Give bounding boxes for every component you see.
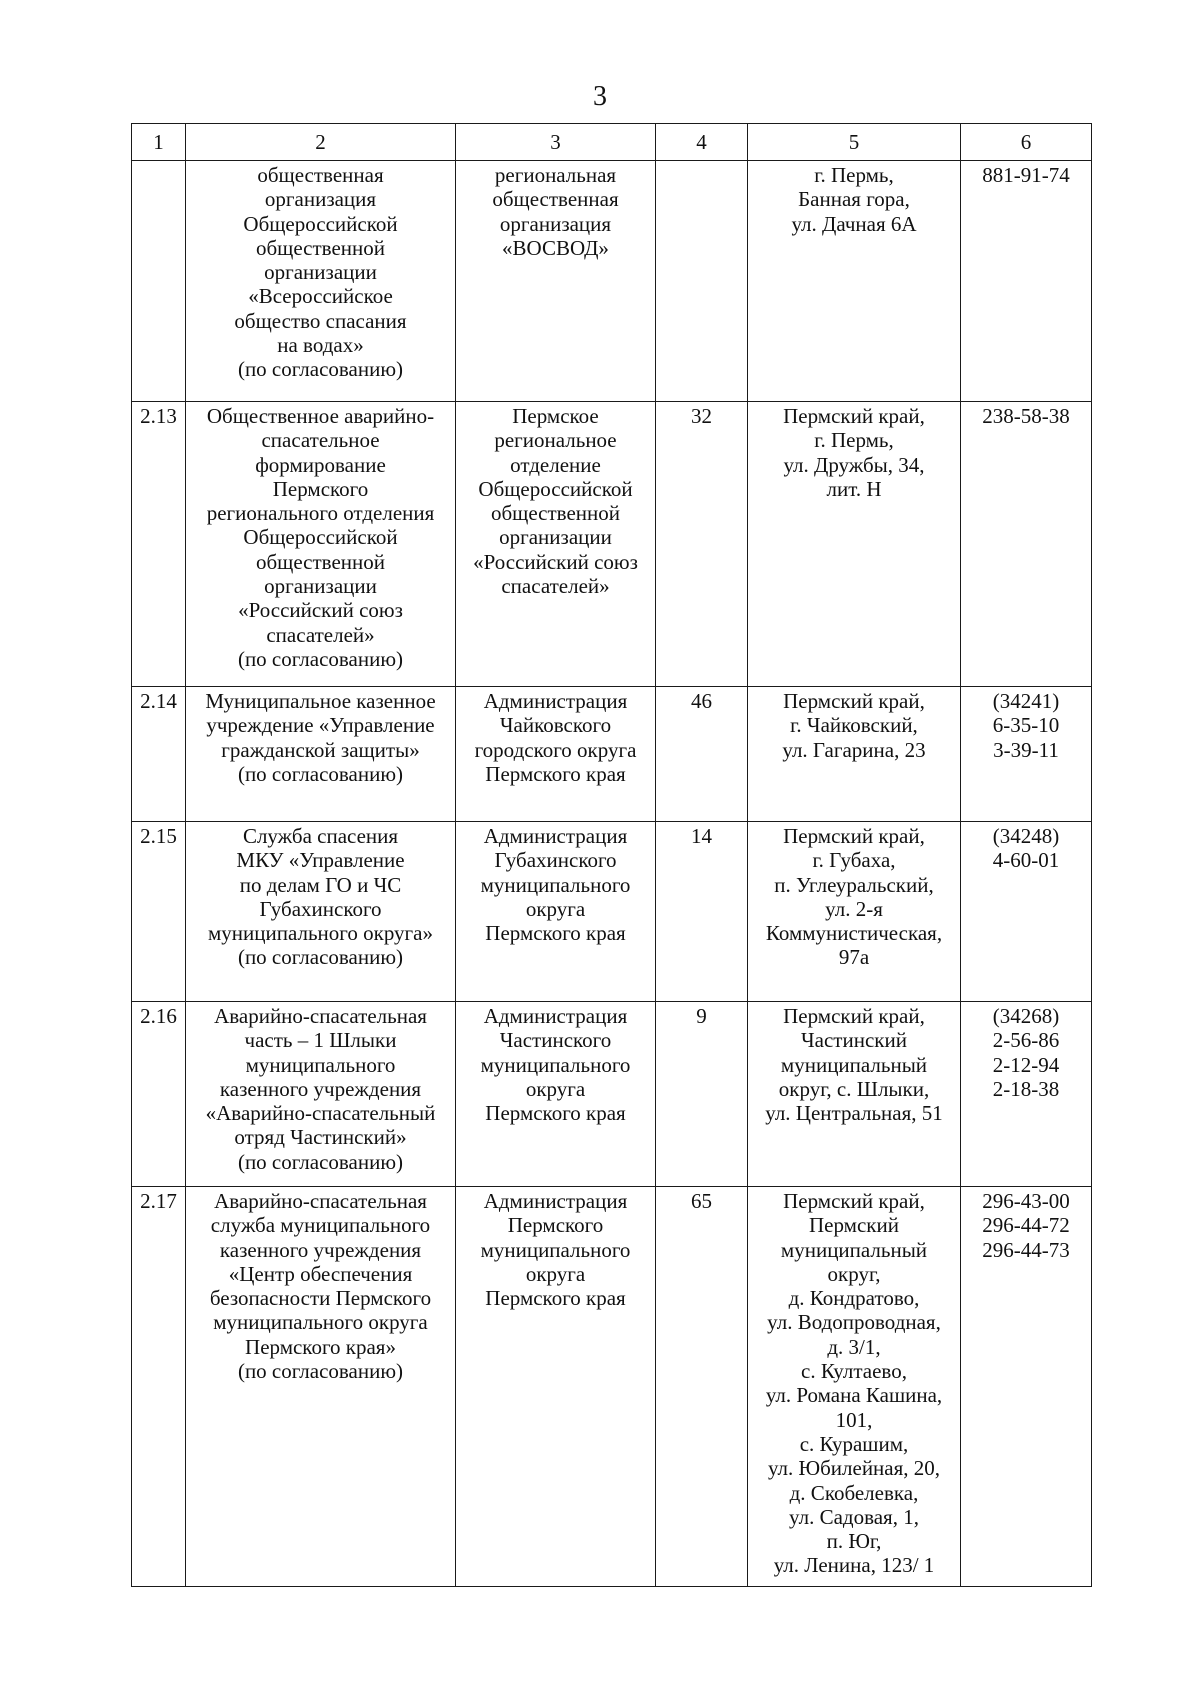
row-number: 2.14 — [132, 687, 186, 822]
unit-name: Аварийно-спасательная часть – 1 Шлыки муниципального казенного учреждения «Аварийно-спасательный отряд Частинский» (по согласованию) — [186, 1002, 456, 1187]
phone: 296-43-00 296-44-72 296-44-73 — [961, 1187, 1092, 1587]
subordination: Администрация Чайковского городского округа Пермского края — [456, 687, 656, 822]
unit-name: Муниципальное казенное учреждение «Управление гражданской защиты» (по согласованию) — [186, 687, 456, 822]
unit-name: Служба спасения МКУ «Управление по делам ГО и ЧС Губахинского муниципального округа» (по согласованию) — [186, 822, 456, 1002]
rescue-units-table — [131, 123, 1092, 1587]
subordination: Администрация Частинского муниципального округа Пермского края — [456, 1002, 656, 1187]
row-number: 2.17 — [132, 1187, 186, 1587]
address: Пермский край, г. Чайковский, ул. Гагарина, 23 — [748, 687, 961, 822]
address: Пермский край, г. Губаха, п. Углеуральский, ул. 2-я Коммунистическая, 97а — [748, 822, 961, 1002]
subordination: Пермское региональное отделение Общероссийской общественной организации «Российский союз спасателей» — [456, 402, 656, 687]
staff-count: 9 — [656, 1002, 748, 1187]
unit-name: Аварийно-спасательная служба муниципального казенного учреждения «Центр обеспечения безопасности Пермского муниципального округа Пермского края» (по согласованию) — [186, 1187, 456, 1587]
address: Пермский край, Пермский муниципальный округ, д. Кондратово, ул. Водопроводная, д. 3/1, с. Култаево, ул. Романа Кашина, 101, с. Курашим, ул. Юбилейная, 20, д. Скобелевка, ул. Садовая, 1, п. Юг, ул. Ленина, 123/ 1 — [748, 1187, 961, 1587]
column-header-6: 6 — [961, 124, 1092, 161]
column-header-4: 4 — [656, 124, 748, 161]
column-header-5: 5 — [748, 124, 961, 161]
row-number — [132, 161, 186, 402]
address: г. Пермь, Банная гора, ул. Дачная 6А — [748, 161, 961, 402]
column-header-3: 3 — [456, 124, 656, 161]
column-header-1: 1 — [132, 124, 186, 161]
table-row — [132, 402, 1092, 687]
phone: 881-91-74 — [961, 161, 1092, 402]
phone: (34248) 4-60-01 — [961, 822, 1092, 1002]
staff-count: 46 — [656, 687, 748, 822]
staff-count — [656, 161, 748, 402]
table-row — [132, 1187, 1092, 1587]
table-row — [132, 1002, 1092, 1187]
phone: (34241) 6-35-10 3-39-11 — [961, 687, 1092, 822]
unit-name: общественная организация Общероссийской общественной организации «Всероссийское общество спасания на водах» (по согласованию) — [186, 161, 456, 402]
page-number: 3 — [593, 81, 607, 112]
subordination: региональная общественная организация «ВОСВОД» — [456, 161, 656, 402]
staff-count: 14 — [656, 822, 748, 1002]
phone: (34268) 2-56-86 2-12-94 2-18-38 — [961, 1002, 1092, 1187]
column-header-2: 2 — [186, 124, 456, 161]
subordination: Администрация Губахинского муниципального округа Пермского края — [456, 822, 656, 1002]
phone: 238-58-38 — [961, 402, 1092, 687]
staff-count: 65 — [656, 1187, 748, 1587]
row-number: 2.16 — [132, 1002, 186, 1187]
row-number: 2.15 — [132, 822, 186, 1002]
address: Пермский край, Частинский муниципальный округ, с. Шлыки, ул. Центральная, 51 — [748, 1002, 961, 1187]
table-row — [132, 687, 1092, 822]
unit-name: Общественное аварийно- спасательное формирование Пермского регионального отделения Общероссийской общественной организации «Российский союз спасателей» (по согласованию) — [186, 402, 456, 687]
table-row — [132, 161, 1092, 402]
table-header-row — [132, 124, 1092, 161]
row-number: 2.13 — [132, 402, 186, 687]
table-row — [132, 822, 1092, 1002]
address: Пермский край, г. Пермь, ул. Дружбы, 34, лит. Н — [748, 402, 961, 687]
subordination: Администрация Пермского муниципального округа Пермского края — [456, 1187, 656, 1587]
staff-count: 32 — [656, 402, 748, 687]
